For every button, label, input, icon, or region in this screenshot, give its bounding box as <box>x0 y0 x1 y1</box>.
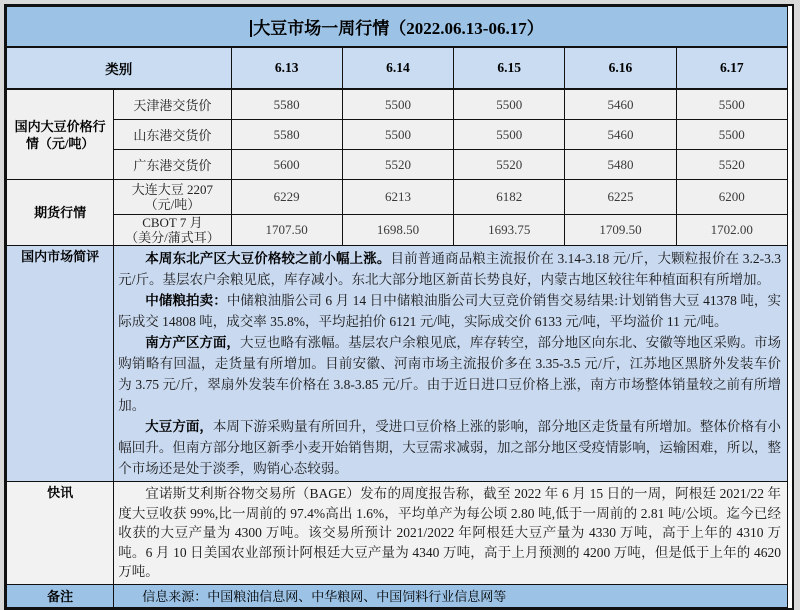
paragraph-text: 中储粮油脂公司 6 月 14 日中储粮油脂公司大豆竞价销售交易结果:计划销售大豆 41378 吨，实际成交 14808 吨，成交率 35.8%，平均起拍价 6121 元/吨，实际成交价 6133 元/吨，平均溢价 11 元/吨。 <box>118 293 782 329</box>
value-cell: 6229 <box>231 180 342 215</box>
table-row <box>7 180 788 215</box>
commentary-paragraph <box>118 416 781 479</box>
table-row <box>7 120 788 150</box>
futures-contract-name: CBOT 7 月 <box>142 215 203 230</box>
value-cell: 5600 <box>231 150 342 180</box>
futures-section-label: 期货行情 <box>7 180 114 246</box>
row-label-tianjin: 天津港交货价 <box>114 89 231 120</box>
remark-content: 信息来源：中国粮油信息网、中华粮网、中国饲料行业信息网等 <box>114 584 788 607</box>
paragraph-text: 本周下游采购量有所回升，受进口豆价格上涨的影响，部分地区走货量有所增加。整体价格有小幅回升。但南方部分地区新季小麦开始销售期，大豆需求减弱，加之部分地区受疫情影响，运输困难，所以，整个市场还是处于淡季，购销心态较弱。 <box>118 419 782 476</box>
value-cell: 5520 <box>676 150 787 180</box>
value-cell: 5580 <box>231 89 342 120</box>
news-section-label: 快讯 <box>7 482 114 585</box>
date-header-cell: 6.15 <box>454 47 565 89</box>
paragraph-lead: 大豆方面， <box>145 419 213 434</box>
value-cell: 1709.50 <box>565 215 676 246</box>
row-label-cbot <box>114 215 231 246</box>
value-cell: 5500 <box>342 89 453 120</box>
spot-section-label: 国内大豆价格行情（元/吨） <box>7 89 114 180</box>
report-title-cell <box>7 7 788 48</box>
report-title: 大豆市场一周行情（2022.06.13-06.17） <box>253 19 544 38</box>
commentary-paragraph <box>118 332 781 416</box>
paragraph-text: 大豆也略有涨幅。基层农户余粮见底，库存转空，部分地区向东北、安徽等地区采购。市场购销略有回温，走货量有所增加。目前安徽、河南市场主流报价多在 3.35-3.5 元/斤，江苏地区黑脐外发装车价为 3.75 元/斤，翠扇外发装车价格在 3.8-3.85 元/斤。由于近日进口豆价格上涨，南方市场整体销量较之前有所增加。 <box>118 335 782 413</box>
table-row <box>7 150 788 180</box>
table-row <box>7 246 788 482</box>
value-cell: 5520 <box>342 150 453 180</box>
value-cell: 5500 <box>676 120 787 150</box>
table-row <box>7 89 788 120</box>
remark-section-label: 备注 <box>7 584 114 607</box>
futures-contract-unit: （元/吨） <box>144 197 201 212</box>
text-cursor-bar <box>250 20 252 37</box>
date-header-cell: 6.17 <box>676 47 787 89</box>
value-cell: 6213 <box>342 180 453 215</box>
value-cell: 6200 <box>676 180 787 215</box>
date-header-cell: 6.16 <box>565 47 676 89</box>
value-cell: 5460 <box>565 89 676 120</box>
table-header-row <box>7 47 788 89</box>
value-cell: 1702.00 <box>676 215 787 246</box>
value-cell: 5520 <box>454 150 565 180</box>
value-cell: 5580 <box>231 120 342 150</box>
table-row <box>7 584 788 607</box>
value-cell: 5480 <box>565 150 676 180</box>
value-cell: 1698.50 <box>342 215 453 246</box>
paragraph-lead: 中储粮拍卖： <box>145 293 227 308</box>
commentary-paragraph <box>118 248 781 290</box>
value-cell: 5500 <box>454 89 565 120</box>
value-cell: 5460 <box>565 120 676 150</box>
futures-contract-name: 大连大豆 2207 <box>131 182 214 197</box>
row-label-guangdong: 广东港交货价 <box>114 150 231 180</box>
value-cell: 5500 <box>342 120 453 150</box>
commentary-content <box>114 246 788 482</box>
row-label-shandong: 山东港交货价 <box>114 120 231 150</box>
date-header-cell: 6.13 <box>231 47 342 89</box>
value-cell: 6182 <box>454 180 565 215</box>
value-cell: 6225 <box>565 180 676 215</box>
paragraph-text: 目前普通商品粮主流报价在 3.14-3.18 元/斤，大颗粒报价在 3.2-3.3 元/斤。基层农户余粮见底，库存减小。东北大部分地区新苗长势良好，内蒙古地区较往年种植面积有所增加。 <box>118 251 781 287</box>
value-cell: 1693.75 <box>454 215 565 246</box>
weekly-soybean-report-table <box>4 4 794 610</box>
report-table <box>6 6 788 608</box>
row-label-dalian <box>114 180 231 215</box>
news-paragraph: 宜诺斯艾利斯谷物交易所（BAGE）发布的周度报告称，截至 2022 年 6 月 15 日的一周，阿根廷 2021/22 年度大豆收获 99%,比一周前的 97.4%高出 1.6%，平均单产为每公顷 2.80 吨,低于一周前的 2.81 吨/公顷。迄今已经收获的大豆产量为 4300 万吨。该交易所预计 2021/2022 年阿根廷大豆产量为 4330 万吨，高于上年的 4310 万吨。6 月 10 日美国农业部预计阿根廷大豆产量为 4340 万吨，高于上月预测的 4200 万吨，但是低于上年的 4620 万吨。 <box>118 486 781 579</box>
commentary-section-label: 国内市场简评 <box>7 246 114 482</box>
value-cell: 1707.50 <box>231 215 342 246</box>
date-header-cell: 6.14 <box>342 47 453 89</box>
futures-contract-unit: （美分/蒲式耳） <box>125 230 220 245</box>
news-content <box>114 482 788 585</box>
table-row <box>7 215 788 246</box>
value-cell: 5500 <box>454 120 565 150</box>
table-row <box>7 7 788 48</box>
table-row <box>7 482 788 585</box>
category-header-cell: 类别 <box>7 47 232 89</box>
value-cell: 5500 <box>676 89 787 120</box>
paragraph-lead: 本周东北产区大豆价格较之前小幅上涨。 <box>145 251 391 266</box>
commentary-paragraph <box>118 290 781 332</box>
paragraph-lead: 南方产区方面， <box>145 335 240 350</box>
